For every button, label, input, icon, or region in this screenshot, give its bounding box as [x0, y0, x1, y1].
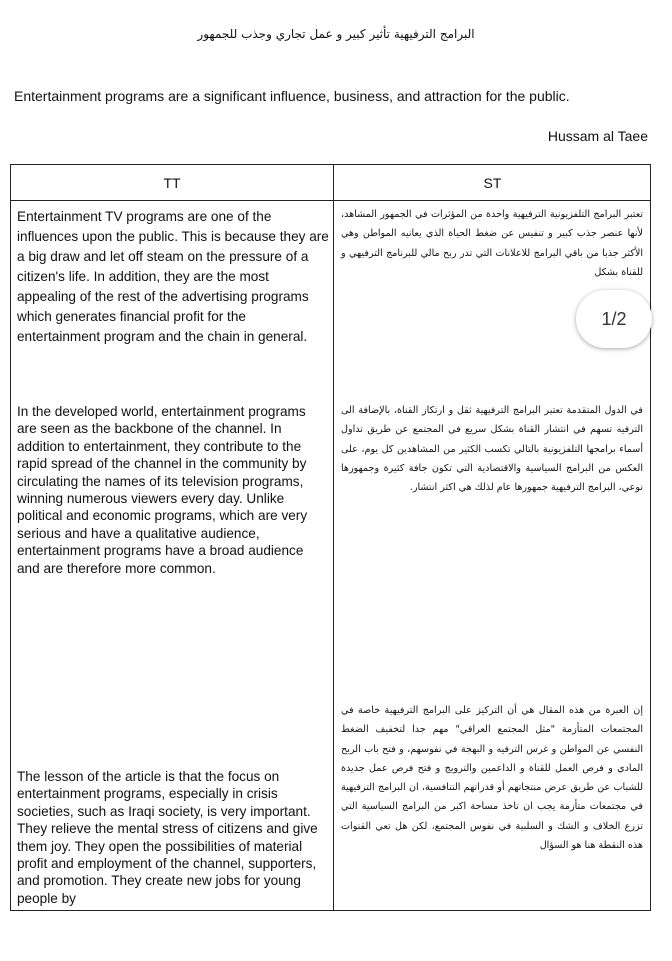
tt-cell-2: In the developed world, entertainment programs are seen as the backbone of the channel. In addition to entertainment, they contribute to the rapid spread of the channel in the community by circulating the names of its television programs, winning numerous viewers every day. Unlike political and economic programs, which are very serious and have a qualitative audience, entertainment programs have a broad audience and are therefore more common.	[17, 404, 308, 576]
st-cell-2: في الدول المتقدمة تعتبر البرامج الترفيهية ثقل و ارتكاز القناة، بالإضافة الى الترفيه تسهم في انتشار القناة بشكل سريع في المجتمع عن طريق تداول أسماء برامجها التلفزيونية بالتالي تكسب الكثير من المشاهدين كل يوم، على العكس من البرامج السياسية والاقتصادية التي تكون جافة كثيرة وجمهورها نوعي، البرامج الترفيهية جمهورها عام لذلك هي اكثر انتشار.	[341, 405, 643, 494]
column-divider	[333, 165, 334, 910]
translation-table	[10, 164, 651, 911]
document-title-arabic: البرامج الترفيهية تأثير كبير و عمل تجاري وجذب للجمهور	[197, 27, 475, 41]
tt-cell-3: The lesson of the article is that the focus on entertainment programs, especially in crisis societies, such as Iraqi society, is very important. They relieve the mental stress of citizens and give them joy. They open the possibilities of material profit and employment of the channel, supporters, and promotion. They create new jobs for young people by	[17, 769, 318, 906]
header-divider	[11, 200, 650, 201]
st-cell-3: إن العبرة من هذه المقال هي أن التركيز على البرامج الترفيهية خاصة في المجتمعات المتأزمة "مثل المجتمع العراقي" مهم جدا لتخفيف الضغط النفسي عن المواطن و غرس الترفيه و البهجة في نفوسهم، و فتح باب الربح المادي و فرص العمل للقناة و الداعمين والترويج و فتح فرص عمل جديدة للشباب عن طريق عرض منتجاتهم أو قدراتهم التنافسية، ان البرامج الترفيهية في مجتمعات متأزمة يجب ان تاخذ مساحة اكبر من البرامج السياسية التي تزرع الخلاف و الشك و السلبية في نفوس المجتمع، لكن هل تعي القنوات هذه النقطة هنا هو السؤال	[341, 705, 643, 852]
page-indicator-badge: 1/2	[576, 290, 652, 348]
author-name: Hussam al Taee	[547, 128, 648, 144]
st-cell-1: تعتبر البرامج التلفزيونية الترفيهية واحدة من المؤثرات في الجمهور المشاهد، لأنها عنصر جذب كبير و تنفيس عن ضغط الحياة الذي يعانيه المواطن وهي الأكثر جذبا من باقي البرامج للاعلانات التي تدر ربح مالي للبرنامج الترفيهي و للقناة بشكل	[341, 209, 643, 278]
column-header-st: ST	[483, 175, 502, 191]
document-subtitle: Entertainment programs are a significant influence, business, and attraction for the public.	[14, 88, 570, 104]
tt-cell-1: Entertainment TV programs are one of the influences upon the public. This is because they are a big draw and let off steam on the pressure of a citizen's life. In addition, they are the most appealing of the rest of the advertising programs which generates financial profit for the entertainment program and the chain in general.	[17, 209, 329, 344]
column-header-tt: TT	[163, 175, 181, 191]
